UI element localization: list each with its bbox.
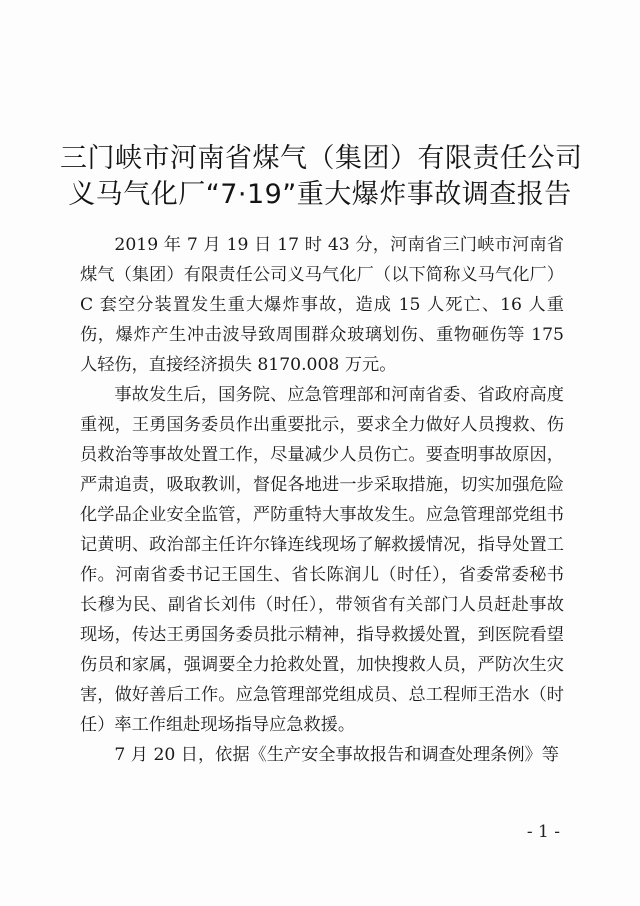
report-title-line-2: 义马气化厂“7·19”重大爆炸事故调查报告 — [68, 179, 572, 210]
page-number: - 1 - — [526, 822, 560, 842]
report-title-line-1: 三门峡市河南省煤气（集团）有限责任公司 — [60, 143, 583, 174]
paragraph-investigation: 7 月 20 日，依据《生产安全事故报告和调查处理条例》等 — [114, 745, 559, 765]
paragraph-response: 事故发生后，国务院、应急管理部和河南省委、省政府高度重视，王勇国务委员作出重要批示，要求全力做好人员搜救、伤员救治等事故处置工作，尽量减少人员伤亡。要查明事故原因，严肃追责，吸取教训，督促各地进一步采取措施，切实加强危险化学品企业安全监管，严防重特大事故发生。应急管理部党组书记黄明、政治部主任许尔锋连线现场了解救援情况，指导处置工作。河南省委书记王国生、省长陈润儿（时任），省委常委秘书长穆为民、副省长刘伟（时任），带领省有关部门人员赶赴事故现场，传达王勇国务委员批示精神，指导救援处置，到医院看望伤员和家属，强调要全力抢救处置，加快搜救人员，严防次生灾害，做好善后工作。应急管理部党组成员、总工程师王浩水（时任）率工作组赴现场指导应急救援。 — [80, 385, 564, 735]
paragraph-accident-summary: 2019 年 7 月 19 日 17 时 43 分，河南省三门峡市河南省煤气（集团）有限责任公司义马气化厂（以下简称义马气化厂）C 套空分装置发生重大爆炸事故，造成 15 人死亡、16 人重伤，爆炸产生冲击波导致周围群众玻璃划伤、重物砸伤等 175 人轻伤，直接经济损失 8170.008 万元。 — [80, 235, 564, 375]
report-body — [80, 230, 564, 770]
